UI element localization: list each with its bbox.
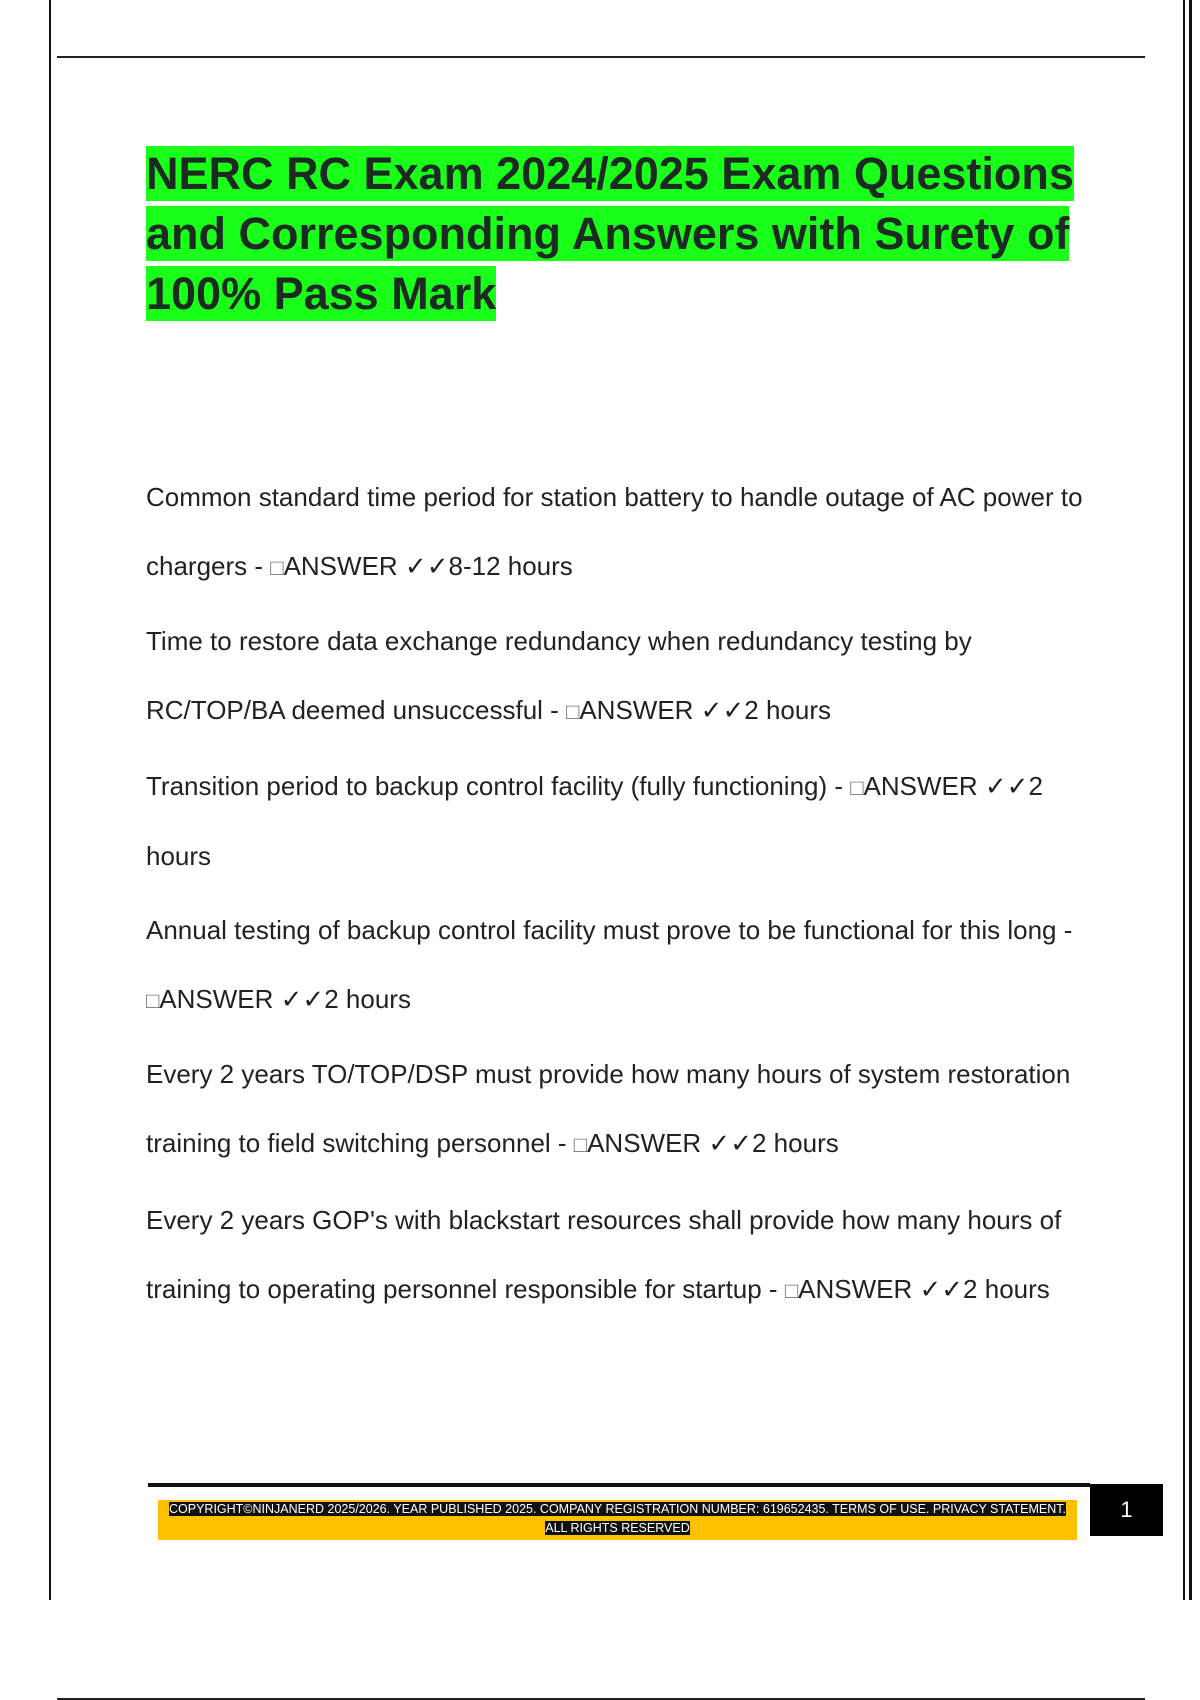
page-border-right-outer [1189,0,1192,1600]
qa-item [146,752,1086,891]
answer-text: 2 hours [752,1128,839,1158]
document-title [146,144,1106,324]
answer-text: 2 hours [744,695,831,725]
answer-label: ANSWER ✓✓ [863,771,1029,801]
copyright-text: COPYRIGHT©NINJANERD 2025/2026. YEAR PUBLISHED 2025. COMPANY REGISTRATION NUMBER: 619652435. TERMS OF USE. PRIVACY STATEMENT. ALL RIGHTS RESERVED [169,1502,1066,1535]
page-border-right [1183,0,1185,1600]
question-text: Common standard time period for station battery to handle outage of AC power to chargers - [146,482,1083,581]
answer-label: ANSWER ✓✓ [283,551,449,581]
qa-item [146,463,1086,602]
question-text: Time to restore data exchange redundancy when redundancy testing by RC/TOP/BA deemed unsuccessful - [146,626,972,725]
answer-text: 2 hours [324,984,411,1014]
question-text: Every 2 years GOP's with blackstart resources shall provide how many hours of training to operating personnel responsible for startup - [146,1205,1062,1304]
answer-label: ANSWER ✓✓ [579,695,745,725]
answer-box-icon: □ [573,1132,588,1157]
answer-label: ANSWER ✓✓ [587,1128,752,1158]
answer-box-icon: □ [146,988,160,1013]
qa-item [146,1040,1086,1179]
answer-label: ANSWER ✓✓ [159,984,325,1014]
page-number: 1 [1090,1484,1163,1536]
answer-label: ANSWER ✓✓ [798,1274,964,1304]
answer-text: 2 hours [146,771,1043,871]
answer-box-icon: □ [850,775,864,800]
answer-text: 8-12 hours [448,551,573,581]
question-text: Every 2 years TO/TOP/DSP must provide how many hours of system restoration training to field switching personnel - [146,1059,1071,1158]
answer-box-icon: □ [566,699,580,724]
page-border-left [49,0,51,1600]
header-rule [57,56,1145,58]
qa-item [146,896,1086,1035]
answer-box-icon: □ [784,1278,799,1303]
answer-box-icon: □ [270,555,284,580]
answer-text: 2 hours [963,1274,1050,1304]
copyright-footer [158,1500,1077,1540]
qa-item [146,1186,1086,1325]
footer-rule [148,1483,1090,1487]
question-text: Annual testing of backup control facility must prove to be functional for this long - [146,915,1073,945]
question-text: Transition period to backup control facility (fully functioning) - [146,771,851,801]
title-text: NERC RC Exam 2024/2025 Exam Questions and Corresponding Answers with Surety of 100% Pass Mark [146,148,1074,319]
qa-item [146,607,1086,746]
